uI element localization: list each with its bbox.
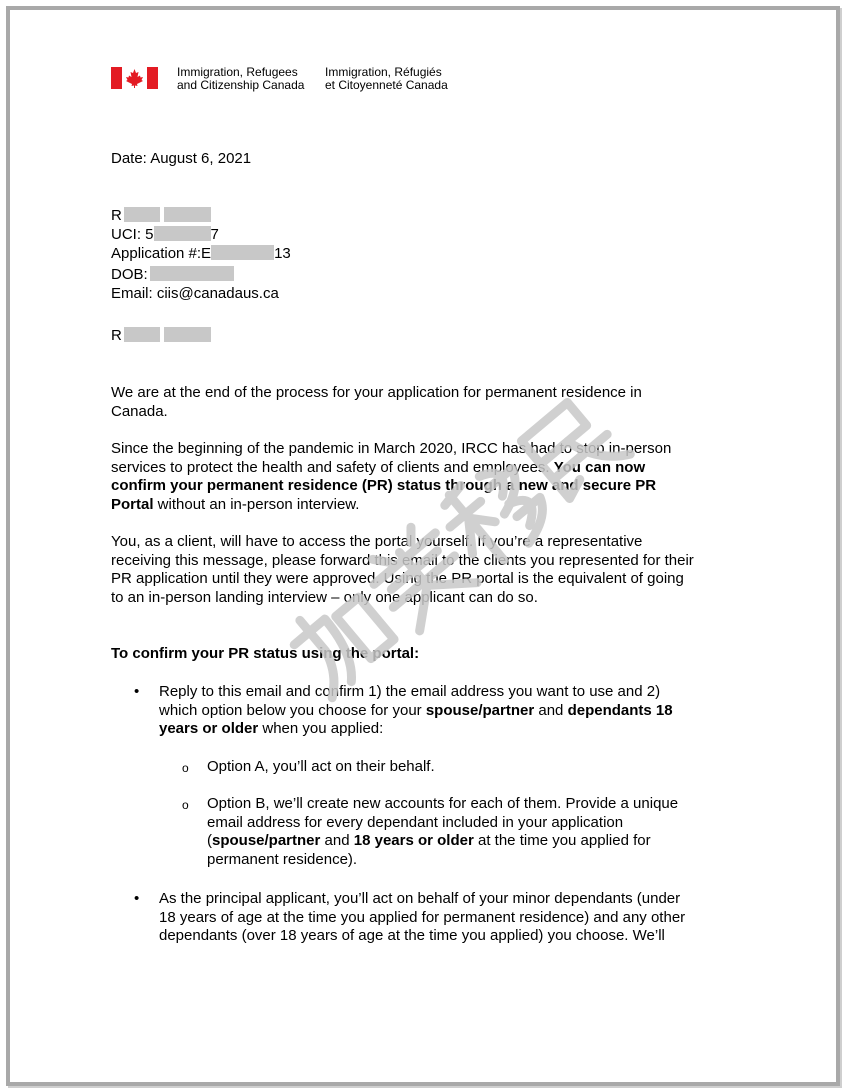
uci-suffix: 7 (210, 226, 219, 243)
bold-text: dependants 18 (567, 701, 673, 719)
paragraph-pandemic (111, 440, 751, 514)
redaction-block (124, 207, 160, 222)
text-run: ( (207, 832, 212, 849)
redaction-block (154, 226, 211, 241)
bullet-reply-email (159, 683, 673, 739)
bullet-principal-applicant (159, 890, 685, 946)
text-line: permanent residence). (207, 850, 358, 868)
text-line: receiving this message, please forward this email to the clients you represented for their (111, 551, 694, 569)
canada-flag-icon (111, 67, 158, 89)
bold-text: You can now (553, 458, 646, 476)
paragraph-end-of-process (111, 384, 751, 421)
recipient-uci (111, 226, 219, 245)
text-line (207, 832, 678, 851)
text-run: at the time you applied for (473, 832, 651, 849)
text-line: We are at the end of the process for your application for permanent residence in (111, 384, 642, 401)
text-run: and (534, 701, 568, 719)
uci-prefix: UCI: 5 (111, 226, 154, 243)
letter-date: Date: August 6, 2021 (111, 150, 252, 167)
bullet-marker: • (134, 890, 140, 907)
text-run: services to protect the health and safety of clients and employees. (111, 458, 554, 476)
option-b (207, 795, 678, 869)
dept-en-line-1: Immigration, Refugees (177, 65, 298, 79)
text-line: As the principal applicant, you’ll act on behalf of your minor dependants (under (159, 890, 681, 907)
dob-label: DOB: (111, 266, 148, 283)
salutation-initial: R (111, 327, 122, 344)
option-a (207, 758, 435, 777)
text-line: Option A, you’ll act on their behalf. (207, 758, 435, 775)
bullet-marker: • (134, 683, 140, 700)
recipient-email: Email: ciis@canadaus.ca (111, 285, 279, 302)
text-run: which option below you choose for your (159, 701, 426, 719)
text-line: Canada. (111, 402, 168, 420)
bold-text: spouse/partner (212, 832, 321, 849)
text-line (111, 496, 751, 515)
redaction-block (211, 245, 274, 260)
text-line: 18 years of age at the time you applied for permanent residence) and any other (159, 908, 686, 926)
sub-bullet-marker: o (182, 761, 189, 775)
paragraph-client-access (111, 533, 751, 607)
sub-bullet-marker: o (182, 798, 189, 812)
text-line (111, 459, 751, 478)
text-line (159, 702, 673, 721)
text-line: email address for every dependant included in your application (207, 813, 624, 831)
text-line: to an in-person landing interview – only one applicant can do so. (111, 588, 538, 606)
application-suffix: 13 (274, 245, 291, 262)
redaction-block (164, 327, 211, 342)
dept-fr-line-2: et Citoyenneté Canada (325, 78, 448, 92)
salutation (111, 327, 211, 346)
bold-text: Portal (111, 495, 154, 513)
recipient-name-initial: R (111, 207, 122, 224)
bold-text: confirm your permanent residence (PR) status through a new and secure PR (111, 477, 657, 494)
department-name-french (325, 66, 448, 92)
text-line: PR application until they were approved. Using the PR portal is the equivalent of going (111, 570, 684, 587)
text-line: You, as a client, will have to access the portal yourself. If you’re a representative (111, 533, 643, 550)
text-line: Reply to this email and confirm 1) the email address you want to use and 2) (159, 683, 661, 700)
text-line: Since the beginning of the pandemic in March 2020, IRCC has had to stop in-person (111, 440, 672, 457)
text-line: Option B, we’ll create new accounts for each of them. Provide a unique (207, 795, 679, 812)
dept-en-line-2: and Citizenship Canada (177, 78, 305, 92)
application-prefix: Application #:E (111, 245, 212, 262)
text-run: when you applied: (258, 720, 384, 737)
recipient-name (111, 207, 211, 226)
department-name-english (177, 66, 304, 92)
redaction-block (124, 327, 160, 342)
redaction-block (164, 207, 211, 222)
text-line (159, 720, 673, 739)
bold-text: spouse/partner (425, 701, 535, 719)
recipient-dob (111, 266, 234, 285)
text-run: and (320, 832, 354, 849)
redaction-block (150, 266, 234, 281)
text-line (111, 477, 751, 496)
text-line: dependants (over 18 years of age at the time you applied) you choose. We’ll (159, 927, 665, 944)
bold-text: years or older (159, 720, 259, 737)
dept-fr-line-1: Immigration, Réfugiés (325, 65, 442, 79)
recipient-application-number (111, 245, 291, 264)
bold-text: 18 years or older (353, 832, 474, 849)
text-run: without an in-person interview. (153, 495, 360, 513)
section-heading: To confirm your PR status using the portal: (111, 645, 420, 662)
